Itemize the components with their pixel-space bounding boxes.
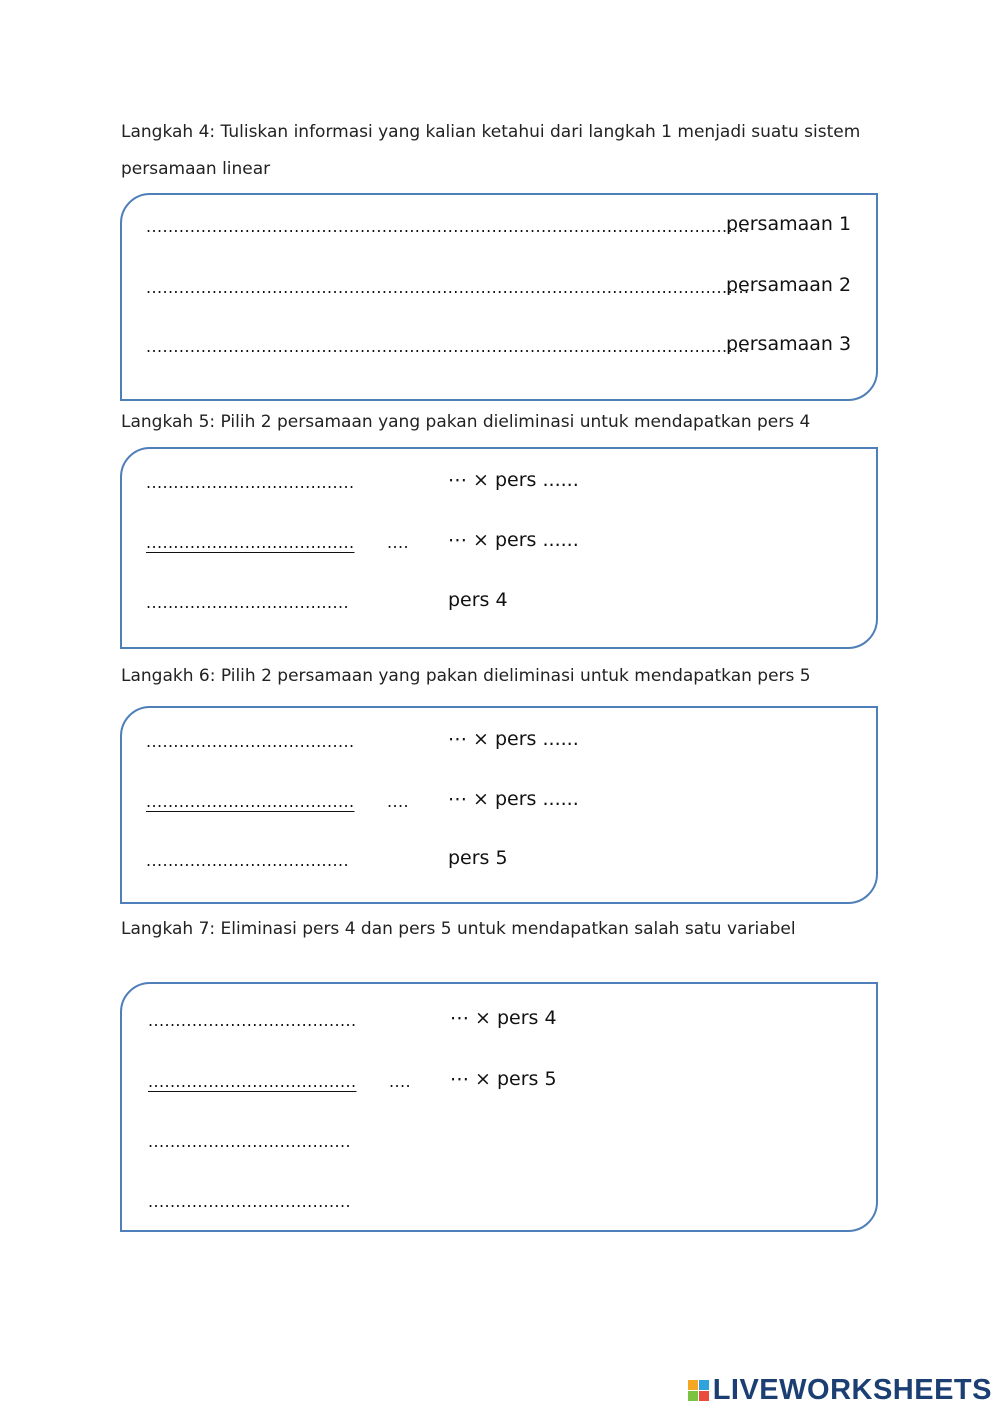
step6-row2-blank[interactable]: ...................................... [146,792,355,811]
equation-2-label: persamaan 2 [726,274,852,296]
step7-row3-blank[interactable]: ..................................... [148,1132,351,1151]
step6-row2-multiplier: ⋯ × pers ...... [448,788,579,810]
step7-row1-multiplier: ⋯ × pers 4 [450,1007,557,1029]
step5-row2-operator[interactable]: .... [387,533,409,552]
equation-2-blank[interactable]: .............................................................................................................. [146,278,750,297]
step7-row2-operator[interactable]: .... [389,1072,411,1091]
equation-3-blank[interactable]: .............................................................................................................. [146,337,750,356]
step5-row1-multiplier: ⋯ × pers ...... [448,469,579,491]
step5-row2-multiplier: ⋯ × pers ...... [448,529,579,551]
step7-heading: Langkah 7: Eliminasi pers 4 dan pers 5 untuk mendapatkan salah satu variabel [121,919,796,939]
equation-1-blank[interactable]: .............................................................................................................. [146,217,750,236]
step7-row2-blank[interactable]: ...................................... [148,1072,357,1091]
liveworksheets-logo-icon [688,1380,709,1401]
logo-square-4 [699,1391,709,1401]
step4-heading-line1: Langkah 4: Tuliskan informasi yang kalian ketahui dari langkah 1 menjadi suatu sistem [121,122,861,142]
step6-row1-blank[interactable]: ...................................... [146,732,355,751]
equation-3-label: persamaan 3 [726,333,852,355]
step5-result-blank[interactable]: ..................................... [146,593,349,612]
step6-heading: Langakh 6: Pilih 2 persamaan yang pakan dieliminasi untuk mendapatkan pers 5 [121,666,811,686]
step7-answer-box [120,982,878,1232]
liveworksheets-logo-text: LIVEWORKSHEETS [712,1374,992,1406]
logo-square-2 [699,1380,709,1390]
step5-heading: Langkah 5: Pilih 2 persamaan yang pakan dieliminasi untuk mendapatkan pers 4 [121,412,811,432]
step6-result-label: pers 5 [448,847,508,869]
logo-square-1 [688,1380,698,1390]
logo-square-3 [688,1391,698,1401]
step5-row2-blank[interactable]: ...................................... [146,533,355,552]
step6-row1-multiplier: ⋯ × pers ...... [448,728,579,750]
step5-result-label: pers 4 [448,589,508,611]
step5-answer-box [120,447,878,649]
step6-result-blank[interactable]: ..................................... [146,851,349,870]
step7-row4-blank[interactable]: ..................................... [148,1192,351,1211]
step7-row1-blank[interactable]: ...................................... [148,1011,357,1030]
step7-row2-multiplier: ⋯ × pers 5 [450,1068,557,1090]
step6-answer-box [120,706,878,904]
equation-1-label: persamaan 1 [726,213,852,235]
step4-answer-box [120,193,878,401]
step6-row2-operator[interactable]: .... [387,792,409,811]
liveworksheets-logo [688,1374,992,1407]
step4-heading-line2: persamaan linear [121,159,271,179]
step5-row1-blank[interactable]: ...................................... [146,473,355,492]
